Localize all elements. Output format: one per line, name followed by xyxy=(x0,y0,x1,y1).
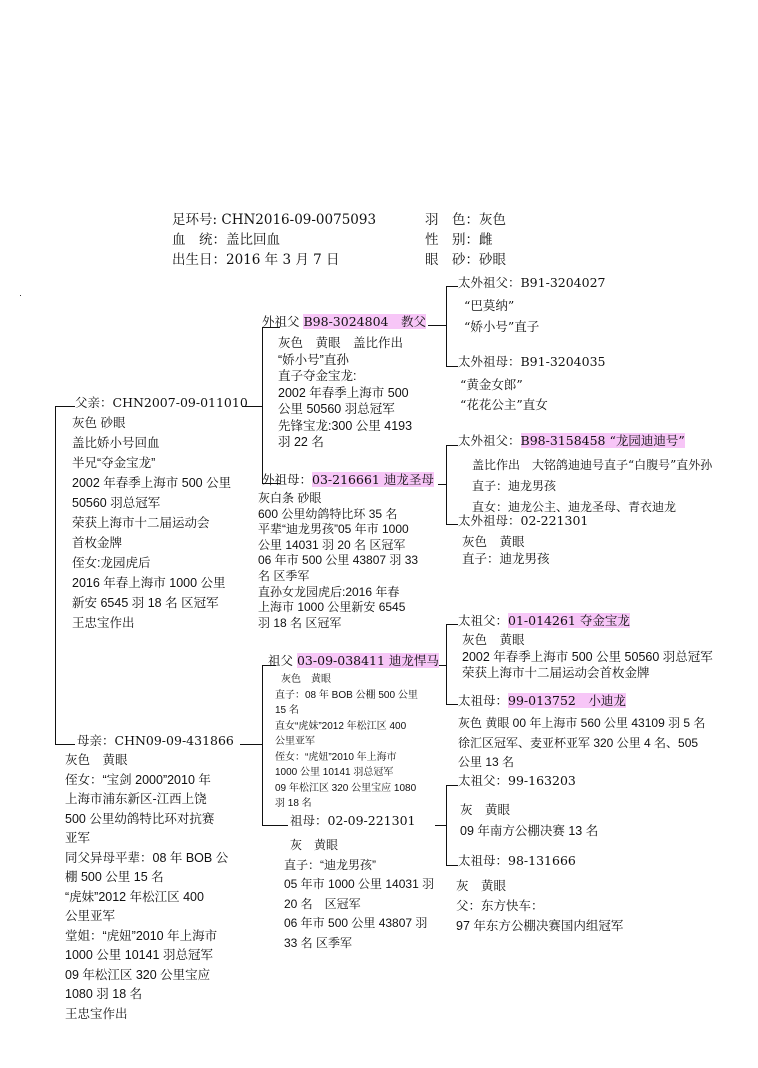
great-grandfather-1-title: 太外祖父：B91-3204027 xyxy=(458,275,606,290)
sex-value: 雌 xyxy=(479,232,493,248)
detail-line: 直子：迪龙男孩 xyxy=(462,551,550,566)
great-grandmother-3-title xyxy=(458,691,626,711)
great-grandfather-2-title xyxy=(458,431,685,451)
detail-line: 父：东方快车： xyxy=(456,899,544,913)
connector-line xyxy=(262,327,263,483)
mother-title: 母亲：CHN09-09-431866 xyxy=(77,733,234,748)
detail-line: 灰 黄眼 xyxy=(456,879,507,893)
sex xyxy=(425,230,493,250)
detail-line: 直子：08 年 BOB 公棚 500 公里 xyxy=(275,689,418,701)
detail-line: 平辈“迪龙男孩”05 年市 1000 xyxy=(258,522,409,537)
detail-line: 09 年松江区 320 公里宝应 xyxy=(65,967,211,982)
detail-line: 羽 22 名 xyxy=(278,435,324,449)
detail-line: 羽 18 名 区冠军 xyxy=(258,615,342,630)
connector-line xyxy=(446,445,447,524)
detail-line: 盖比娇小号回血 xyxy=(72,436,160,450)
detail-line: 首枚金牌 xyxy=(72,536,123,550)
great-grandmother-4-title: 太祖母：98-131666 xyxy=(458,853,576,868)
detail-line: 徐汇区冠军、麦亚杯亚军 320 公里 4 名、505 xyxy=(458,735,699,750)
paternal-grandmother-details xyxy=(258,491,418,631)
relation-label: 祖父 xyxy=(268,653,297,668)
detail-line: 先锋宝龙:300 公里 4193 xyxy=(278,418,413,433)
connector-line xyxy=(446,865,458,866)
relation-label: 外祖父 xyxy=(262,314,304,329)
detail-line: “娇小号”直子 xyxy=(464,319,540,334)
detail-line: 侄女:龙园虎后 xyxy=(72,556,151,570)
detail-line: 盖比作出 大铭鸽迪迪号直子“白腹号”直外孙 xyxy=(472,458,713,472)
detail-line: 09 年南方公棚决赛 13 名 xyxy=(460,824,599,838)
detail-line: 直子夺金宝龙: xyxy=(278,369,357,383)
detail-line: 灰白条 砂眼 xyxy=(258,491,322,505)
connector-line xyxy=(446,785,458,786)
detail-line: 侄女：“虎妞”2010 年上海市 xyxy=(275,751,397,763)
stray-mark xyxy=(20,295,21,296)
detail-line: 王忠宝作出 xyxy=(72,616,135,630)
detail-line: 棚 500 公里 15 名 xyxy=(65,870,164,884)
detail-line: 20 名 区冠军 xyxy=(284,896,361,911)
detail-line: 33 名 区季军 xyxy=(284,935,353,950)
connector-line xyxy=(55,406,56,744)
detail-line: 灰 黄眼 xyxy=(290,838,339,852)
detail-line: 公里 50560 羽总冠军 xyxy=(278,402,395,416)
eye-sign xyxy=(425,250,506,270)
great-grandmother-2-details xyxy=(462,533,550,567)
detail-line: 直女“虎妹”2012 年松江区 400 xyxy=(275,720,407,732)
connector-line xyxy=(438,665,446,666)
detail-line: 侄女：“宝剑 2000”2010 年 xyxy=(65,772,211,787)
connector-line xyxy=(262,825,288,826)
maternal-grandmother-details xyxy=(284,836,434,953)
connector-line xyxy=(446,704,458,705)
birth-label: 出生日： xyxy=(172,252,226,268)
mother-details xyxy=(65,751,228,1024)
detail-line: 直子：迪龙男孩 xyxy=(472,479,557,493)
connector-line xyxy=(55,406,75,407)
connector-line xyxy=(446,524,458,525)
bloodline-value: 盖比回血 xyxy=(226,232,280,248)
ring-id-highlight: 03-09-038411 迪龙悍马 xyxy=(296,653,439,668)
detail-line: 灰色 黄眼 00 年上海市 560 公里 43109 羽 5 名 xyxy=(458,716,706,730)
ring-id-highlight: B98-3024804 教父 xyxy=(303,314,426,329)
detail-line: 王忠宝作出 xyxy=(65,1006,128,1021)
maternal-grandmother-title: 祖母：02-09-221301 xyxy=(290,813,416,828)
great-grandfather-4-title: 太祖父：99-163203 xyxy=(458,773,576,788)
connector-line xyxy=(446,785,447,865)
detail-line: 50560 羽总冠军 xyxy=(72,496,161,510)
ring-number xyxy=(172,210,376,230)
detail-line: 公里亚军 xyxy=(65,909,116,923)
connector-line xyxy=(446,286,447,366)
great-grandfather-3-title xyxy=(458,611,630,631)
detail-line: “花花公主”直女 xyxy=(460,397,548,412)
detail-line: 2002 年春季上海市 500 公里 50560 羽总冠军 xyxy=(462,649,713,664)
birth-value: 2016 年 3 月 7 日 xyxy=(226,252,340,268)
relation-label: 外祖母： xyxy=(262,472,313,487)
paternal-grandmother-title xyxy=(262,470,434,490)
detail-line: 堂姐：“虎妞”2010 年上海市 xyxy=(65,928,218,943)
detail-line: 半兄“夺金宝龙” xyxy=(72,456,156,470)
great-grandfather-1-details xyxy=(464,295,539,337)
detail-line: 1000 公里 10141 羽总冠军 xyxy=(275,767,394,778)
birth-date xyxy=(172,250,340,270)
detail-line: 新安 6545 羽 18 名 区冠军 xyxy=(72,596,219,610)
detail-line: 1000 公里 10141 羽总冠军 xyxy=(65,948,213,962)
great-grandmother-3-details xyxy=(458,714,705,773)
connector-line xyxy=(240,744,262,745)
relation-label: 太祖父： xyxy=(458,613,509,628)
detail-line: 2016 年春上海市 1000 公里 xyxy=(72,576,226,590)
connector-line xyxy=(446,286,458,287)
detail-line: 500 公里幼鸽特比环对抗赛 xyxy=(65,811,215,826)
relation-label: 太祖母： xyxy=(458,693,509,708)
connector-line xyxy=(438,484,446,485)
connector-line xyxy=(262,665,263,825)
ring-id-highlight: B98-3158458 “龙园迪迪号” xyxy=(520,433,685,448)
detail-line: 2002 年春季上海市 500 公里 xyxy=(72,476,232,490)
connector-line xyxy=(446,624,447,704)
detail-line: 公里亚军 xyxy=(275,736,315,747)
father-details xyxy=(72,413,231,633)
detail-line: 灰色 黄眼 盖比作出 xyxy=(278,336,404,350)
detail-line: 15 名 xyxy=(275,705,299,716)
ring-label: 足环号: xyxy=(172,212,218,228)
detail-line: 羽 18 名 xyxy=(275,798,312,809)
ring-value: CHN2016-09-0075093 xyxy=(221,212,377,228)
detail-line: 灰色 黄眼 xyxy=(65,753,128,767)
connector-line xyxy=(55,744,75,745)
detail-line: 上海市 1000 公里新安 6545 xyxy=(258,600,406,615)
detail-line: 公里 14031 羽 20 名 区冠军 xyxy=(258,537,406,552)
detail-line: 直女：迪龙公主、迪龙圣母、青衣迪龙 xyxy=(472,500,677,514)
great-grandmother-2-title: 太外祖母：02-221301 xyxy=(458,513,589,528)
color-label: 羽 色： xyxy=(425,212,479,228)
eye-value: 砂眼 xyxy=(479,252,506,268)
connector-line xyxy=(446,624,458,625)
great-grandmother-1-details xyxy=(460,375,548,415)
feather-color xyxy=(425,210,506,230)
detail-line: “虎妹”2012 年松江区 400 xyxy=(65,889,204,904)
detail-line: 09 年松江区 320 公里宝应 1080 xyxy=(275,782,417,794)
detail-line: 2002 年春季上海市 500 xyxy=(278,385,409,400)
detail-line: 亚军 xyxy=(65,831,91,845)
detail-line: 06 年市 500 公里 43807 羽 33 xyxy=(258,553,419,568)
detail-line: “娇小号”直孙 xyxy=(278,352,349,367)
great-grandmother-4-details xyxy=(456,876,623,936)
detail-line: 97 年东方公棚决赛国内组冠军 xyxy=(456,919,624,933)
detail-line: 直子：“迪龙男孩” xyxy=(284,857,376,872)
color-value: 灰色 xyxy=(479,212,506,228)
detail-line: 荣获上海市十二届运动会 xyxy=(72,516,210,530)
detail-line: 灰色 砂眼 xyxy=(72,416,126,430)
eye-label: 眼 砂： xyxy=(425,252,479,268)
great-grandfather-4-details xyxy=(460,800,598,842)
sex-label: 性 别： xyxy=(425,232,479,248)
detail-line: 05 年市 1000 公里 14031 羽 xyxy=(284,877,435,891)
detail-line: 上海市浦东新区-江西上饶 xyxy=(65,792,207,806)
detail-line: 1080 羽 18 名 xyxy=(65,987,143,1001)
connector-line xyxy=(446,445,458,446)
great-grandmother-1-title: 太外祖母：B91-3204035 xyxy=(458,354,606,369)
ring-id-highlight: 01-014261 夺金宝龙 xyxy=(508,613,630,628)
connector-line xyxy=(435,825,446,826)
detail-line: 直孙女龙园虎后:2016 年春 xyxy=(258,584,400,599)
maternal-grandfather-details xyxy=(275,672,418,812)
paternal-grandfather-title xyxy=(262,312,426,332)
detail-line: “黄金女郎” xyxy=(460,377,523,392)
ring-id-highlight: 99-013752 小迪龙 xyxy=(508,693,626,708)
detail-line: 荣获上海市十二届运动会首枚金牌 xyxy=(462,666,650,680)
detail-line: 灰 黄眼 xyxy=(460,803,511,817)
great-grandfather-2-details xyxy=(472,455,712,518)
connector-line xyxy=(446,366,458,367)
detail-line: 600 公里幼鸽特比环 35 名 xyxy=(258,506,398,521)
great-grandfather-3-details xyxy=(462,632,713,682)
detail-line: 灰色 黄眼 xyxy=(462,534,525,549)
bloodline-label: 血 统： xyxy=(172,232,226,248)
detail-line: 同父异母平辈：08 年 BOB 公 xyxy=(65,850,229,865)
connector-line xyxy=(428,325,446,326)
detail-line: 公里 13 名 xyxy=(458,755,515,769)
paternal-grandfather-details xyxy=(278,335,412,451)
detail-line: 灰色 黄眼 xyxy=(281,674,331,685)
maternal-grandfather-title xyxy=(268,651,439,671)
detail-line: 名 区季军 xyxy=(258,568,310,583)
relation-label: 太外祖父： xyxy=(458,433,521,448)
detail-line: 06 年市 500 公里 43807 羽 xyxy=(284,916,428,930)
bloodline xyxy=(172,230,280,250)
detail-line: 灰色 黄眼 xyxy=(462,633,525,647)
detail-line: “巴莫纳” xyxy=(464,298,515,313)
father-title: 父亲：CHN2007-09-011010 xyxy=(75,395,248,410)
ring-id-highlight: 03-216661 迪龙圣母 xyxy=(312,472,434,487)
